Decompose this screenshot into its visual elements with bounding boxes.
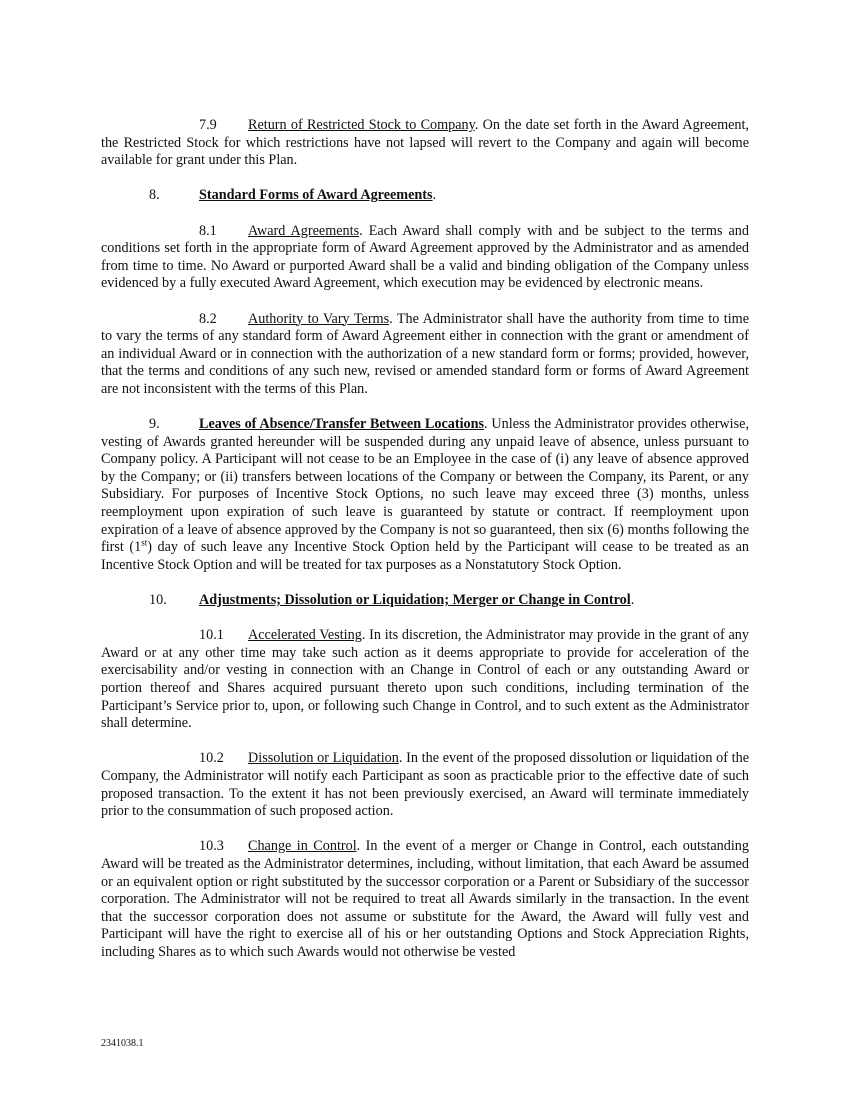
section-number: 8. bbox=[149, 187, 160, 204]
section-punct: . bbox=[630, 592, 635, 609]
section-title: Standard Forms of Award Agreements bbox=[199, 187, 433, 204]
section-body: . Unless the Administrator provides otherwise, vesting of Awards granted hereunder will be suspended during any unpaid leave of absence, unless pursuant to Company policy. A Participant will not cease to be an Employee in the case of (i) any leave of absence approved by the Company; or (ii) transfers between locations of the Company or between the Company, its Parent, or any Subsidiary. For purposes of Incentive Stock Options, no such leave may exceed three (3) months, unless reemployment upon expiration of such leave is guaranteed by statute or contract. If reemployment upon expiration of a leave of absence approved by the Company is not so guaranteed, then six (6) months following the first (1 bbox=[101, 416, 749, 556]
section-body: . On the date set forth in the Award Agreement, the Restricted Stock for which restrictions have not lapsed will revert to the Company and again will become available for grant under this Plan. bbox=[101, 117, 749, 169]
section-body: . The Administrator shall have the authority from time to time to vary the terms of any standard form of Award Agreement either in connection with the grant or amendment of an individual Award or in connection with the authorization of a new standard form or forms; provided, however, that the terms and conditions of any such new, revised or amended standard form or forms of Award Agreement are not inconsistent with the terms of this Plan. bbox=[101, 310, 750, 397]
section-number: 8.2 bbox=[199, 310, 217, 327]
section-title: Dissolution or Liquidation bbox=[248, 750, 399, 767]
section-title: Change in Control bbox=[248, 838, 357, 855]
section-punct: . bbox=[432, 187, 437, 204]
section-number: 9. bbox=[149, 416, 160, 433]
section-title: Leaves of Absence/Transfer Between Locations bbox=[199, 416, 485, 433]
section-body: . In the event of the proposed dissolution or liquidation of the Company, the Administrator will notify each Participant as soon as practicable prior to the effective date of such proposed transaction. To the extent it has not been previously exercised, an Award will terminate immediately prior to the consummation of such proposed action. bbox=[101, 750, 749, 820]
section-10-heading bbox=[101, 592, 749, 610]
section-title: Adjustments; Dissolution or Liquidation; Merger or Change in Control bbox=[199, 592, 631, 609]
section-title: Authority to Vary Terms bbox=[248, 310, 390, 327]
section-body: . In its discretion, the Administrator may provide in the grant of any Award or at any other time may take such action as it deems appropriate to provide for acceleration of the exercisability and/or vesting in connection with an Change in Control of each or any outstanding Award or portion thereof and Shares acquired pursuant thereto upon such conditions, including termination of the Participant’s Service prior to, upon, or following such Change in Control, and to such extent as the Administrator shall determine. bbox=[101, 627, 749, 732]
section-number: 10.1 bbox=[199, 627, 224, 644]
section-body: . Each Award shall comply with and be subject to the terms and conditions set forth in the appropriate form of Award Agreement approved by the Administrator and as amended from time to time. No Award or purported Award shall be a valid and binding obligation of the Company unless evidenced by a fully executed Award Agreement, which execution may be evidenced by electronic means. bbox=[101, 222, 749, 292]
ordinal-superscript: st bbox=[141, 537, 148, 548]
section-8-2 bbox=[101, 311, 749, 399]
section-10-1 bbox=[101, 627, 749, 733]
section-body: . In the event of a merger or Change in Control, each outstanding Award will be treated as the Administrator determines, including, without limitation, that each Award be assumed or an equivalent option or right substituted by the successor corporation or a Parent or Subsidiary of the successor corporation. The Administrator will not be required to treat all Awards similarly in the transaction. In the event that the successor corporation does not assume or substitute for the Award, the Award will fully vest and Participant will have the right to exercise all of his or her outstanding Options and Stock Appreciation Rights, including Shares as to which such Awards would not otherwise be vested bbox=[101, 838, 749, 960]
section-8-1 bbox=[101, 223, 749, 293]
section-8-heading bbox=[101, 187, 749, 205]
section-title: Return of Restricted Stock to Company bbox=[248, 117, 475, 133]
section-10-2 bbox=[101, 750, 749, 820]
section-title: Accelerated Vesting bbox=[248, 627, 362, 644]
section-7-9 bbox=[101, 117, 749, 170]
section-number: 7.9 bbox=[199, 117, 217, 133]
section-number: 8.1 bbox=[199, 222, 217, 239]
document-page bbox=[101, 117, 749, 979]
section-number: 10. bbox=[149, 592, 167, 609]
section-10-3 bbox=[101, 838, 749, 961]
section-title: Award Agreements bbox=[248, 222, 360, 239]
section-body-continued: ) day of such leave any Incentive Stock Option held by the Participant will cease to be treated as an Incentive Stock Option and will be treated for tax purposes as a Nonstatutory Stock Option. bbox=[101, 539, 749, 573]
section-number: 10.2 bbox=[199, 750, 224, 767]
section-9 bbox=[101, 416, 749, 574]
document-id-footer: 2341038.1 bbox=[101, 1038, 144, 1049]
section-number: 10.3 bbox=[199, 838, 224, 855]
